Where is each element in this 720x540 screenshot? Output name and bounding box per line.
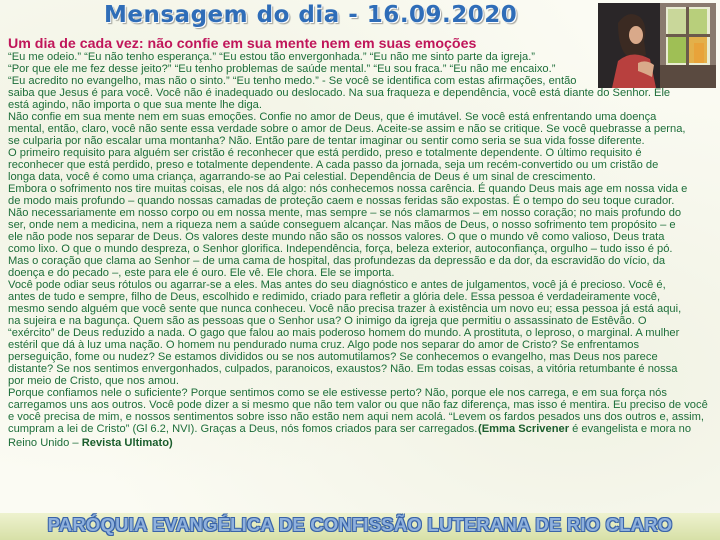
body-line: ser, onde nem a medicina, nem a riqueza nem a saúde conseguem alcançar. Nas mãos de Deus, o nosso sofrimento tem propósito – e (8, 219, 676, 231)
body-line: distante? Se nos sentimos envergonhados, culpados, paranoicos, exaustos? Não. Em todas essas coisas, a vitória retumbante é nossa (8, 363, 678, 375)
body-line: está agindo, não importa o que sua mente lhe diga. (8, 99, 262, 111)
attribution-line-2 (8, 438, 173, 450)
header-photo (598, 3, 716, 88)
body-line: Não confie em sua mente nem em suas emoções. Confie no amor de Deus, que é imutável. Se você está enfrentando uma doença (8, 111, 657, 123)
body-line: por meio de Cristo, que nos amou. (8, 375, 179, 387)
body-line: doença e do pecado –, este para ele é ouro. Ele vê. Ele chora. Ele se importa. (8, 267, 395, 279)
body-line: ele não pode nos separar de Deus. Os valores deste mundo não são os nossos valores. O que o mundo vê como valioso, Deus trata (8, 231, 665, 243)
body-line: “Por que ele me fez desse jeito?” “Eu tenho problemas de saúde mental.” “Eu sou fraca.” “Eu não me encaixo.” (8, 63, 556, 75)
page-title: Mensagem do dia - 16.09.2020 (104, 2, 518, 28)
body-line: na sujeira e na bagunça. Quem são as pessoas que o Senhor usa? O inimigo da igreja que permitiu o assassinato de Estêvão. O (8, 315, 647, 327)
body-line: “Eu me odeio.” “Eu não tenho esperança.” “Eu estou tão envergonhada.” “Eu não me sinto parte da igreja.” (8, 51, 536, 63)
body-line: saiba que Jesus é para você. Você não é inadequado ou deslocado. Na sua fraqueza e dependência, você está diante do Senhor. Ele (8, 87, 671, 99)
body-line: “Eu acredito no evangelho, mas não o sinto.” “Eu tenho medo.” - Se você se identifica com estas afirmações, então (8, 75, 577, 87)
attribution-line-1 (478, 424, 691, 436)
body-line: perseguição, fome ou nudez? Se estamos divididos ou se nos automutilamos? Se conhecemos o evangelho, mas Deus nos parece (8, 351, 658, 363)
body-line: Mas o coração que clama ao Senhor – de uma cama de hospital, das profundezas da depressão e da dor, da escravidão do vício, da (8, 255, 666, 267)
body-line: reconhecer que está perdido, preso e totalmente dependente. A cada passo da jornada, seja um recém-convertido ou um cristão de (8, 159, 659, 171)
body-line: Embora o sofrimento nos tire muitas coisas, ele nos dá algo: nós conhecemos nossa carência. É quando Deus mais age em nossa vida e (8, 183, 688, 195)
body-line: Não necessariamente em nosso corpo ou em nossa mente, mas sempre – se nós clamarmos – em nosso coração; no mais profundo do (8, 207, 682, 219)
footer-parish-name: PARÓQUIA EVANGÉLICA DE CONFISSÃO LUTERANA DE RIO CLARO (47, 514, 673, 535)
body-line: de modo mais profundo – quando nossas camadas de proteção caem e nossas feridas são expostas. É o tempo do seu toque curador. (8, 195, 675, 207)
body-line: estéril que dá à luz uma nação. O homem nu pendurado numa cruz. Algo pode nos separar do amor de Cristo? Se enfrentamos (8, 339, 640, 351)
attribution-author: (Emma Scrivener (478, 423, 570, 435)
body-line: cumpram a lei de Cristo” (Gl 6.2, NVI). Graças a Deus, nós fomos criados para ser carregados. (8, 423, 478, 435)
body-line: “exército” de Deus reduzido a nada. O gago que falou ao mais poderoso homem do mundo. A prostituta, o leproso, o marginal. A mulher (8, 327, 680, 339)
body-line: se culparia por não escalar uma montanha? Não. Então pare de tentar imaginar ou sentir como seria se sua vida fosse diferente. (8, 135, 645, 147)
attribution-middle: é evangelista e mora no (569, 423, 692, 435)
body-line: longa data, você é como uma criança, agarrando-se ao Pai celestial. Dependência de Deus é um sinal de crescimento. (8, 171, 596, 183)
body-line: como lixo. O que o mundo despreza, o Senhor glorifica. Independência, força, beleza exterior, autoconfiança, orgulho – tudo isso é pó. (8, 243, 673, 255)
attribution-prefix: Reino Unido – (8, 437, 82, 449)
attribution-source: Revista Ultimato) (81, 437, 173, 449)
body-line: carregamos uns aos outros. Você pode dizer a si mesmo que não tem valor ou que não faz diferença, mas isso é mentira. Eu preciso de você (8, 399, 708, 411)
body-line: mental, então, claro, você não sente essa verdade sobre o amor de Deus. Aceite-se assim e não se critique. Se você quebrasse a perna, (8, 123, 686, 135)
woman-at-window-image (598, 3, 716, 88)
body-line: O primeiro requisito para alguém ser cristão é reconhecer que está perdido, preso e totalmente dependente. O último requisito é (8, 147, 642, 159)
message-subtitle: Um dia de cada vez: não confie em sua mente nem em suas emoções (8, 36, 477, 52)
body-line: mesmo sendo alguém que você sente que nunca conheceu. Você não precisa trazer à existência um novo eu; essa pessoa já está aqui, (8, 303, 682, 315)
body-line: Você pode odiar seus rótulos ou agarrar-se a eles. Mas antes do seu diagnóstico e antes de julgamentos, você já é precioso. Você é, (8, 279, 666, 291)
body-line: antes de tudo e sempre, filho de Deus, escolhido e redimido, criado para refletir a glória dele. Essa pessoa é verdadeiramente você, (8, 291, 661, 303)
body-line: e você precisa de mim, e nossos sentimentos sobre isso não estão nem aqui nem acolá. “Levem os fardos pesados uns dos outros e, assim, (8, 411, 705, 423)
body-line: Porque confiamos nele o suficiente? Porque sentimos como se ele estivesse perto? Não, porque ele nos carrega, e em sua força nós (8, 387, 667, 399)
